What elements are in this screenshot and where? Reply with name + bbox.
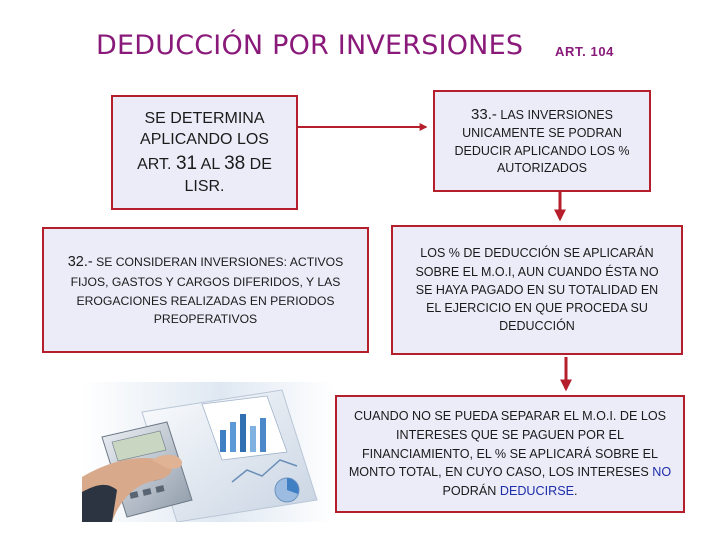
box-cuando-line4-text: MONTO TOTAL, EN CUYO CASO, LOS INTERESES xyxy=(348,465,649,480)
word-de: DE xyxy=(249,155,272,173)
box-article-33-line3: DEDUCIR APLICANDO LOS % xyxy=(454,143,630,158)
box-article-32 xyxy=(42,227,369,353)
box-se-determina xyxy=(111,95,298,210)
calculator-hand-illustration xyxy=(82,382,335,522)
box-porcentaje-line5: DEDUCCIÓN xyxy=(499,319,575,334)
box-porcentaje-line3: SE HAYA PAGADO EN SU TOTALIDAD EN xyxy=(415,282,659,297)
article-31: 31 xyxy=(175,152,198,174)
box-cuando-no-se-pueda xyxy=(335,395,685,513)
box-article-33-line2: UNICAMENTE SE PODRAN xyxy=(462,126,622,141)
box-article-32-line4: PREOPERATIVOS xyxy=(153,312,258,327)
box-cuando-line2: INTERESES QUE SE PAGUEN POR EL xyxy=(396,428,624,443)
box-se-determina-line1: SE DETERMINA xyxy=(144,110,265,128)
emphasis-deducirse: DEDUCIRSE xyxy=(499,483,575,498)
box-cuando-line5-text: PODRÁN xyxy=(442,483,497,498)
article-reference: ART. 104 xyxy=(555,44,614,59)
article-38: 38 xyxy=(224,152,246,174)
box-article-32-line1 xyxy=(68,252,344,274)
article-32-number: 32.- xyxy=(67,253,93,270)
box-se-determina-line2: APLICANDO LOS xyxy=(140,131,269,149)
box-porcentaje-deduccion xyxy=(391,225,683,355)
word-al: AL xyxy=(200,155,220,173)
box-article-33-line4: AUTORIZADOS xyxy=(496,160,588,175)
box-article-32-line3: EROGACIONES REALIZADAS EN PERIODOS xyxy=(76,293,335,308)
box-se-determina-line4: LISR. xyxy=(184,177,225,195)
final-period: . xyxy=(574,483,578,498)
emphasis-no: NO xyxy=(652,465,672,480)
box-article-32-line2: FIJOS, GASTOS Y CARGOS DIFERIDOS, Y LAS xyxy=(70,275,341,290)
box-cuando-line5 xyxy=(349,482,671,501)
box-porcentaje-line4: EL EJERCICIO EN QUE PROCEDA SU xyxy=(426,301,648,316)
art-prefix: ART. xyxy=(137,155,172,173)
box-porcentaje-line2: SOBRE EL M.O.I, AUN CUANDO ÉSTA NO xyxy=(415,264,659,279)
box-article-33-line1 xyxy=(454,105,629,126)
box-cuando-line4 xyxy=(349,463,671,482)
box-se-determina-line3 xyxy=(137,151,272,176)
box-porcentaje-line1: LOS % DE DEDUCCIÓN SE APLICARÁN xyxy=(420,246,654,261)
box-cuando-line1: CUANDO NO SE PUEDA SEPARAR EL M.O.I. DE LOS xyxy=(353,409,667,424)
article-33-number: 33.- xyxy=(471,105,497,123)
article-33-line1-text: LAS INVERSIONES xyxy=(500,107,613,122)
article-32-line1-text: SE CONSIDERAN INVERSIONES: ACTIVOS xyxy=(96,254,344,269)
box-cuando-line3: FINANCIAMIENTO, EL % SE APLICARÁ SOBRE EL xyxy=(361,446,659,461)
page-title: DEDUCCIÓN POR INVERSIONES xyxy=(96,30,524,61)
box-article-33 xyxy=(433,90,651,192)
financial-documents-image xyxy=(82,382,335,522)
